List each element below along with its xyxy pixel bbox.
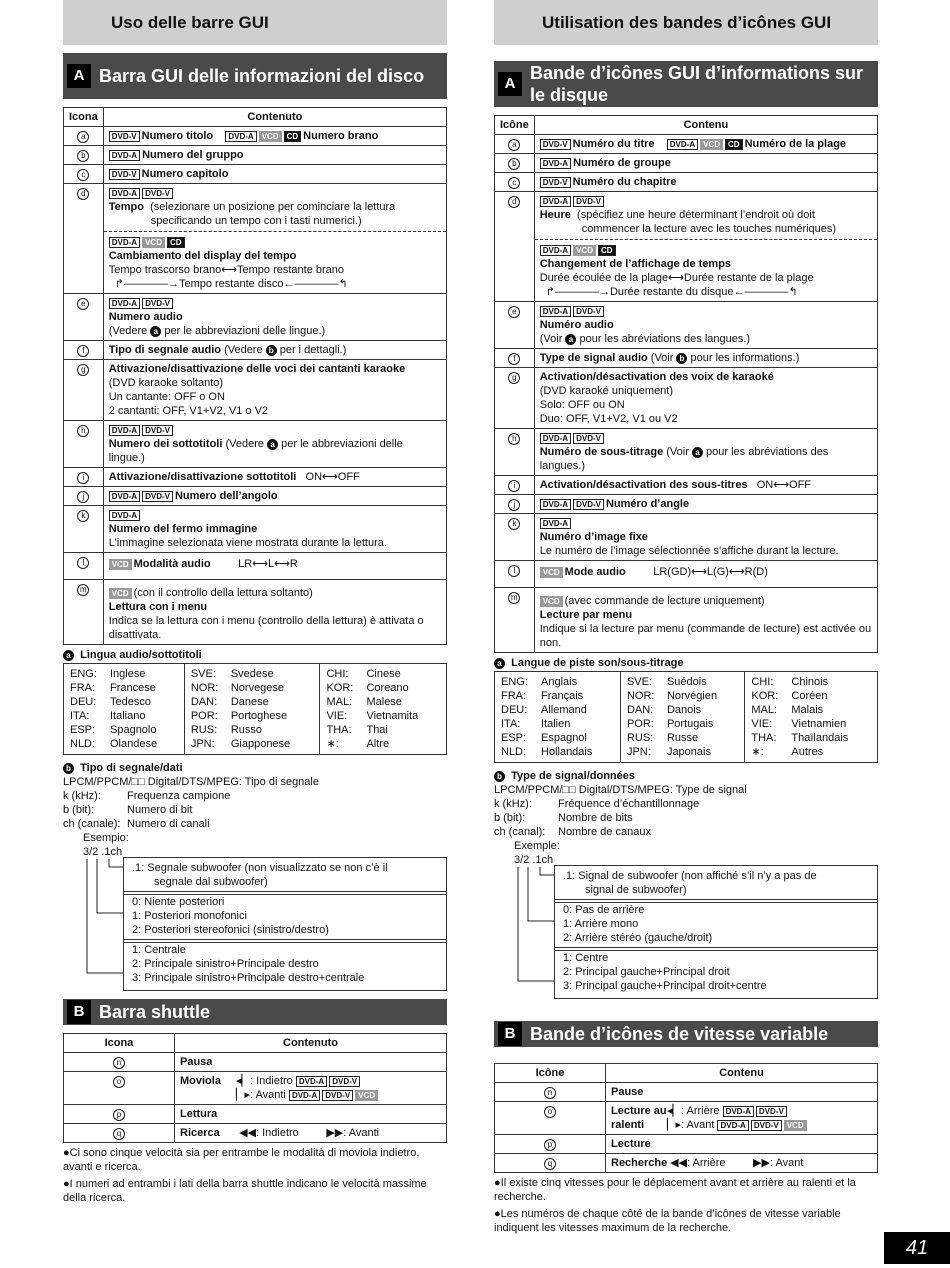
section-title-text: Barra GUI delle informazioni del disco [99, 66, 425, 86]
header-title: Uso delle barre GUI [111, 12, 269, 32]
language-entry: DEU: Tedesco [70, 696, 151, 708]
signal-box1: .1: Segnale subwoofer (non visualizzato se non c’è il segnale dal subwoofer) [123, 857, 447, 895]
badge-dvda: DVD-A [225, 131, 256, 142]
disc-badge: VCD [109, 588, 132, 599]
disc-badge: DVD-V [142, 491, 173, 502]
disc-badge: DVD-A [109, 425, 140, 436]
disc-badge: VCD [540, 596, 563, 607]
disc-badge: DVD-A [109, 298, 140, 309]
section-b-title: B Bande d’icônes de vitesse variable [494, 1021, 878, 1047]
badge-cd: CD [284, 131, 302, 142]
disc-badge: DVD-V [109, 169, 140, 180]
language-entry: ∗: Altre [326, 738, 390, 750]
disc-badge: VCD [784, 1120, 807, 1131]
disc-badge: DVD-V [142, 298, 173, 309]
language-entry: ESP: Espagnol [501, 732, 587, 744]
note-item: ●I numeri ad entrambi i lati della barra shuttle indicano le velocità massime della ricerca. [63, 1178, 427, 1204]
language-entry: RUS: Russo [190, 724, 263, 736]
disc-badge: DVD-V [540, 177, 571, 188]
note-item: ●Il existe cinq vitesses pour le déplacement avant et arrière au ralenti et la recherche. [494, 1177, 856, 1203]
language-entry: NLD: Olandese [70, 738, 158, 750]
note-item: ●Ci sono cinque velocità sia per entrambe le modalità di moviola indietro, avanti e ricerca. [63, 1147, 420, 1173]
disc-badge: DVD-V [573, 433, 604, 444]
left-column [63, 0, 447, 1208]
icon-letter: a [77, 131, 89, 143]
badge-vcd: VCD [700, 139, 723, 150]
language-entry: KOR: Coreano [326, 682, 409, 694]
section-letter: A [67, 64, 91, 88]
section-letter: A [498, 72, 522, 96]
disc-badge: DVD-A [109, 188, 140, 199]
language-entry: NOR: Norvégien [626, 690, 718, 702]
disc-badge: DVD-A [109, 150, 140, 161]
language-entry: ITA: Italien [501, 718, 571, 730]
language-title: a Langue de piste son/sous-titrage [494, 657, 878, 669]
disc-badge: DVD-A [289, 1090, 320, 1101]
disc-badge: VCD [573, 245, 596, 256]
language-entry: KOR: Coréen [751, 690, 828, 702]
info-table: Icône Contenu a DVD-V Numéro du titre DVD-A VCD CD Numéro de la plage b DVD-A Numéro de groupe c DVD-V Numéro du chapitre d DVD-A DVD-V Heure (spécifiez une heure déterminant l’endroit où doit commencer la lecture avec les touches numériques) DVD-A VCD CD Changement de l’affichage de temps Durée écoulée de la plage⟷Durée restante de la plage ↱————→Durée restante du disque←————↰ e DVD-A DVD-V Numéro audio (Voir a pour les abréviations des langues.) f Type de signal audio (Voir b pour les informations.) g Activation/désactivation des voix de karaoké (DVD karaoké uniquement) Solo: OFF ou ON Duo: OFF, V1+V2, V1 ou V2 h DVD-A DVD-V Numéro de sous-titrage (Voir a pour les abréviations des langues.) i Activation/désactivation des sous-titres ON⟷OFF j DVD-A DVD-V Numéro d’angle k DVD-A Numéro d’image fixe Le numéro de l’image sélectionnée s’affiche durant la lecture. l VCD Mode audio LR(GD)⟷L(G)⟷R(D) m VCD (avec commande de lecture uniquement) Lecture par menu Indique si la lecture par menu (commande de lecture) est activée ou non. [494, 115, 878, 653]
language-entry: VIE: Vietnamita [326, 710, 419, 722]
language-entry: CHI: Cinese [326, 668, 401, 680]
disc-badge: DVD-A [723, 1106, 754, 1117]
disc-badge: DVD-A [540, 196, 571, 207]
language-entry: ESP: Spagnolo [70, 724, 157, 736]
disc-badge: DVD-A [540, 158, 571, 169]
language-entry: JPN: Japonais [626, 746, 711, 758]
notes [494, 1176, 878, 1235]
column-header [494, 0, 878, 45]
badge-dvda: DVD-A [667, 139, 698, 150]
badge-dvdv: DVD-V [540, 139, 571, 150]
language-entry: RUS: Russe [626, 732, 699, 744]
language-entry: ITA: Italiano [70, 710, 146, 722]
signal-section: b Type de signal/données LPCM/PPCM/□□ Digital/DTS/MPEG: Type de signal k (kHz): Fréquence d’échantillonnage b (bit): Nombre de bits ch (canal): Nombre de canaux Exemple: 3/2 .1ch .1: Signal de subwoofer (non affiché s’il n’y a pas de signal de subwoofer) 0: Pas de arrière 1: Arrière mono 2: Arrière stéréo (gauche/droit) 1: Centre 2: Principal gauche+Principal droit 3: Principal gauche+Principal droit+centre [494, 769, 878, 1003]
language-entry: NOR: Norvegese [190, 682, 285, 694]
disc-badge: CD [167, 237, 185, 248]
language-entry: FRA: Francese [70, 682, 156, 694]
disc-badge: DVD-V [142, 188, 173, 199]
disc-badge: DVD-V [329, 1076, 360, 1087]
language-entry: ENG: Inglese [70, 668, 146, 680]
signal-box1: .1: Signal de subwoofer (non affiché s’il n’y a pas de signal de subwoofer) [554, 865, 878, 903]
language-entry: DAN: Danese [190, 696, 269, 708]
disc-badge: DVD-V [142, 425, 173, 436]
disc-badge: DVD-A [717, 1120, 748, 1131]
signal-box3: 1: Centre 2: Principal gauche+Principal droit 3: Principal gauche+Principal droit+centre [554, 947, 878, 999]
disc-badge: DVD-V [322, 1090, 353, 1101]
language-entry: DAN: Danois [626, 704, 702, 716]
notes [63, 1146, 447, 1205]
badge-cd: CD [725, 139, 743, 150]
disc-badge: DVD-A [540, 433, 571, 444]
signal-box2: 0: Pas de arrière 1: Arrière mono 2: Arrière stéréo (gauche/droit) [554, 899, 878, 951]
signal-section: b Tipo di segnale/dati LPCM/PPCM/□□ Digital/DTS/MPEG: Tipo di segnale k (kHz): Frequenza campione b (bit): Numero di bit ch (canale): Numero di canali Esempio: 3/2 .1ch .1: Segnale subwoofer (non visualizzato se non c’è il segnale dal subwoofer) 0: Niente posteriori 1: Posteriori monofonici 2: Posteriori stereofonici (sinistro/destro) 1: Centrale 2: Principale sinistro+Principale destro 3: Principale sinistro+Principale destro+centrale [63, 761, 447, 995]
disc-badge: DVD-V [573, 306, 604, 317]
language-entry: MAL: Malese [326, 696, 402, 708]
disc-badge: VCD [142, 237, 165, 248]
header-title: Utilisation des bandes d’icônes GUI [542, 12, 832, 32]
section-title-text: Bande d’icônes GUI d’informations sur le disque [530, 63, 864, 105]
disc-badge: CD [598, 245, 616, 256]
disc-badge: DVD-A [109, 237, 140, 248]
language-title: a Lingua audio/sottotitoli [63, 649, 447, 661]
language-entry: NLD: Hollandais [501, 746, 593, 758]
icon-letter: a [508, 139, 520, 151]
section-a-title [63, 53, 447, 99]
language-entry: FRA: Français [501, 690, 584, 702]
disc-badge: DVD-A [540, 518, 571, 529]
language-entry: POR: Portoghese [190, 710, 288, 722]
disc-badge: DVD-V [756, 1106, 787, 1117]
disc-badge: DVD-A [540, 306, 571, 317]
disc-badge: VCD [355, 1090, 378, 1101]
language-entry: SVE: Suédois [626, 676, 707, 688]
disc-badge: DVD-A [540, 245, 571, 256]
disc-badge: VCD [540, 567, 563, 578]
info-table: Icona Contenuto a DVD-V Numero titolo DVD-A VCD CD Numero brano b DVD-A Numero del gruppo c DVD-V Numero capitolo d DVD-A DVD-V Tempo (selezionare un posizione per cominciare la lettura specificando un tempo con i tasti numerici.) DVD-A VCD CD Cambiamento del display del tempo Tempo trascorso brano⟷Tempo restante brano ↱————→Tempo restante disco←————↰ e DVD-A DVD-V Numero audio (Vedere a per le abbreviazioni delle lingue.) f Tipo di segnale audio (Vedere b per i dettagli.) g Attivazione/disattivazione delle voci dei cantanti karaoke (DVD karaoke soltanto) Un cantante: OFF o ON 2 cantanti: OFF, V1+V2, V1 o V2 h DVD-A DVD-V Numero dei sottotitoli (Vedere a per le abbreviazioni delle lingue.) i Attivazione/disattivazione sottotitoli ON⟷OFF j DVD-A DVD-V Numero dell’angolo k DVD-A Numero del fermo immagine L’immagine selezionata viene mostrata durante la lettura. l VCD Modalità audio LR⟷L⟷R m VCD (con il controllo della lettura soltanto) Lettura con i menu Indica se la lettura con i menu (controllo della lettura) è attivata o disattivata. [63, 107, 447, 645]
disc-badge: VCD [109, 559, 132, 570]
signal-diagram: 3/2 .1ch .1: Segnale subwoofer (non visualizzato se non c’è il segnale dal subwoofer) 0: Niente posteriori 1: Posteriori monofonici 2: Posteriori stereofonici (sinistro/destro) 1: Centrale 2: Principale sinistro+Principale destro 3: Principale sinistro+Principale destro+centrale [63, 845, 447, 995]
disc-badge: DVD-A [540, 499, 571, 510]
shuttle-table: Icône Contenu n Pause o Lecture au ralenti ◂▏: Arrière DVD-A DVD-V ▏▸: Avant DVD-A DVD-V VCD p Lecture q Recherche ◀◀: Arrière ▶▶: Avant [494, 1063, 878, 1173]
badge-vcd: VCD [259, 131, 282, 142]
disc-badge: DVD-A [109, 510, 140, 521]
language-entry: ∗: Autres [751, 746, 824, 758]
language-entry: DEU: Allemand [501, 704, 587, 716]
disc-badge: DVD-V [573, 196, 604, 207]
language-entry: MAL: Malais [751, 704, 824, 716]
disc-badge: DVD-A [109, 491, 140, 502]
language-entry: POR: Portugais [626, 718, 714, 730]
language-table [63, 663, 447, 755]
disc-badge: DVD-A [296, 1076, 327, 1087]
section-b-title: B Barra shuttle [63, 999, 447, 1025]
signal-box2: 0: Niente posteriori 1: Posteriori monofonici 2: Posteriori stereofonici (sinistro/destro) [123, 891, 447, 943]
signal-diagram: 3/2 .1ch .1: Signal de subwoofer (non affiché s’il n’y a pas de signal de subwoofer) 0: Pas de arrière 1: Arrière mono 2: Arrière stéréo (gauche/droit) 1: Centre 2: Principal gauche+Principal droit 3: Principal gauche+Principal droit+centre [494, 853, 878, 1003]
column-header [63, 0, 447, 45]
language-entry: ENG: Anglais [501, 676, 578, 688]
page-number: 41 [884, 1232, 950, 1264]
note-item: ●Les numéros de chaque côté de la bande d’icônes de vitesse variable indiquent les vitesses maximum de la recherche. [494, 1208, 841, 1234]
signal-box3: 1: Centrale 2: Principale sinistro+Principale destro 3: Principale sinistro+Principale destro+centrale [123, 939, 447, 991]
language-entry: SVE: Svedese [190, 668, 274, 680]
disc-badge: DVD-V [573, 499, 604, 510]
language-entry: CHI: Chinois [751, 676, 829, 688]
disc-badge: DVD-V [751, 1120, 782, 1131]
right-column [494, 0, 878, 1238]
language-entry: THA: Thaïlandais [751, 732, 849, 744]
language-entry: THA: Thai [326, 724, 388, 736]
language-entry: JPN: Giapponese [190, 738, 291, 750]
language-entry: VIE: Vietnamien [751, 718, 847, 730]
language-table [494, 671, 878, 763]
shuttle-table: Icona Contenuto n Pausa o Moviola ◂▏: Indietro DVD-A DVD-V ▏▸: Avanti DVD-A DVD-V VCD p Lettura q Ricerca ◀◀: Indietro ▶▶: Avanti [63, 1033, 447, 1143]
badge-dvdv: DVD-V [109, 131, 140, 142]
section-a-title [494, 61, 878, 107]
